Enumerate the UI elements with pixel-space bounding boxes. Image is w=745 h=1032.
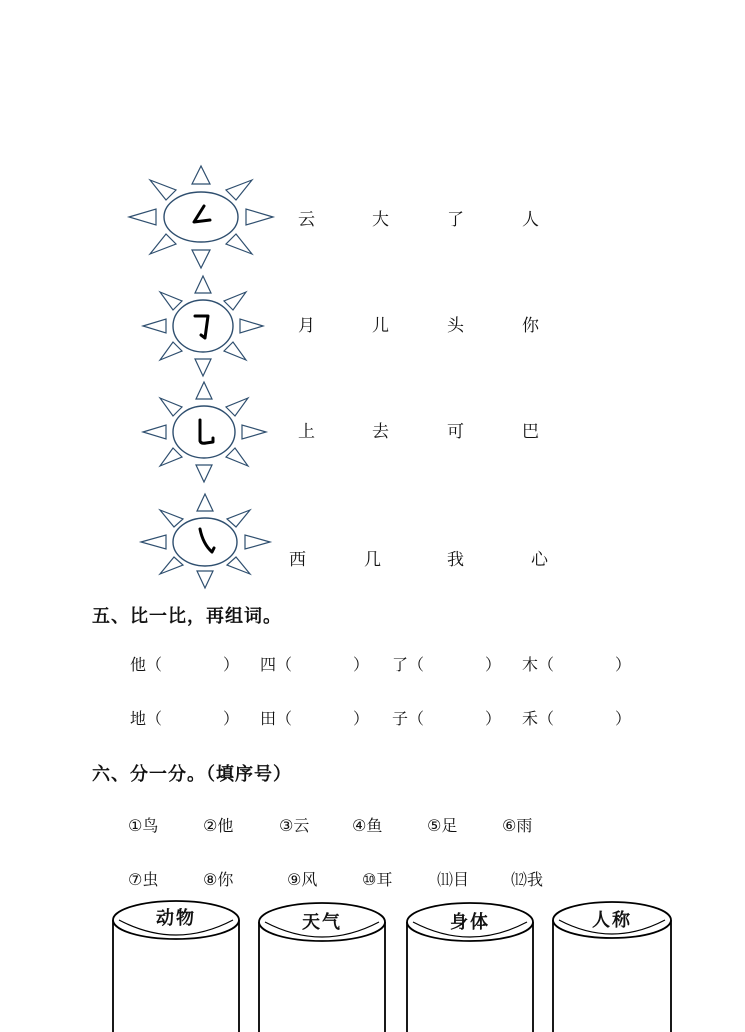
compare-cell-1-2[interactable]: 四（ ） xyxy=(260,655,370,674)
word-r3-4: 巴 xyxy=(522,422,539,442)
category-bucket-body[interactable] xyxy=(404,898,536,1032)
option-7: ⑦虫 xyxy=(128,870,159,889)
option-2: ②他 xyxy=(203,816,234,835)
word-r2-3: 头 xyxy=(447,316,464,336)
option-8: ⑧你 xyxy=(203,870,234,889)
category-bucket-animals[interactable] xyxy=(110,898,242,1032)
section-6-title: 六、分一分。（填序号） xyxy=(92,764,292,785)
sun-badge-2 xyxy=(142,274,264,378)
compare-cell-1-1[interactable]: 他（ ） xyxy=(130,655,240,674)
word-r4-3: 我 xyxy=(447,550,464,570)
bucket-label-body: 身体 xyxy=(450,912,490,933)
sun-badge-3 xyxy=(142,380,268,484)
bucket-label-pronouns: 人称 xyxy=(592,910,632,931)
sun-badge-4 xyxy=(140,492,272,590)
word-r2-4: 你 xyxy=(522,316,539,336)
section-5-title: 五、比一比，再组词。 xyxy=(92,606,282,627)
option-1: ①鸟 xyxy=(128,816,159,835)
stroke-pie-zhe-icon xyxy=(190,204,214,230)
word-r3-1: 上 xyxy=(298,422,315,442)
category-bucket-weather[interactable] xyxy=(256,898,388,1032)
option-11: ⑾目 xyxy=(437,870,470,889)
option-12: ⑿我 xyxy=(511,870,544,889)
option-4: ④鱼 xyxy=(352,816,383,835)
option-6: ⑥雨 xyxy=(502,816,533,835)
sun-badge-1 xyxy=(128,164,274,270)
bucket-label-animals: 动物 xyxy=(156,908,196,929)
category-bucket-pronouns[interactable] xyxy=(550,898,674,1032)
compare-cell-2-1[interactable]: 地（ ） xyxy=(130,709,240,728)
word-r3-2: 去 xyxy=(372,422,389,442)
option-5: ⑤足 xyxy=(427,816,458,835)
compare-cell-2-4[interactable]: 禾（ ） xyxy=(522,709,632,728)
stroke-heng-zhe-gou-icon xyxy=(192,312,214,342)
stroke-shu-wan-gou-icon xyxy=(194,417,216,447)
word-r4-1: 西 xyxy=(289,550,306,570)
option-9: ⑨风 xyxy=(287,870,318,889)
word-r2-1: 月 xyxy=(298,316,315,336)
stroke-wo-gou-icon xyxy=(194,526,220,558)
compare-cell-2-3[interactable]: 子（ ） xyxy=(392,709,502,728)
compare-cell-2-2[interactable]: 田（ ） xyxy=(260,709,370,728)
word-r1-2: 大 xyxy=(372,210,389,230)
option-3: ③云 xyxy=(279,816,310,835)
word-r1-3: 了 xyxy=(447,210,464,230)
bucket-label-weather: 天气 xyxy=(302,912,342,933)
word-r1-4: 人 xyxy=(522,210,539,230)
option-10: ⑩耳 xyxy=(362,870,393,889)
compare-cell-1-3[interactable]: 了（ ） xyxy=(392,655,502,674)
word-r4-4: 心 xyxy=(531,550,548,570)
word-r1-1: 云 xyxy=(298,210,315,230)
word-r2-2: 儿 xyxy=(372,316,389,336)
word-r4-2: 几 xyxy=(364,550,381,570)
word-r3-3: 可 xyxy=(447,422,464,442)
compare-cell-1-4[interactable]: 木（ ） xyxy=(522,655,632,674)
